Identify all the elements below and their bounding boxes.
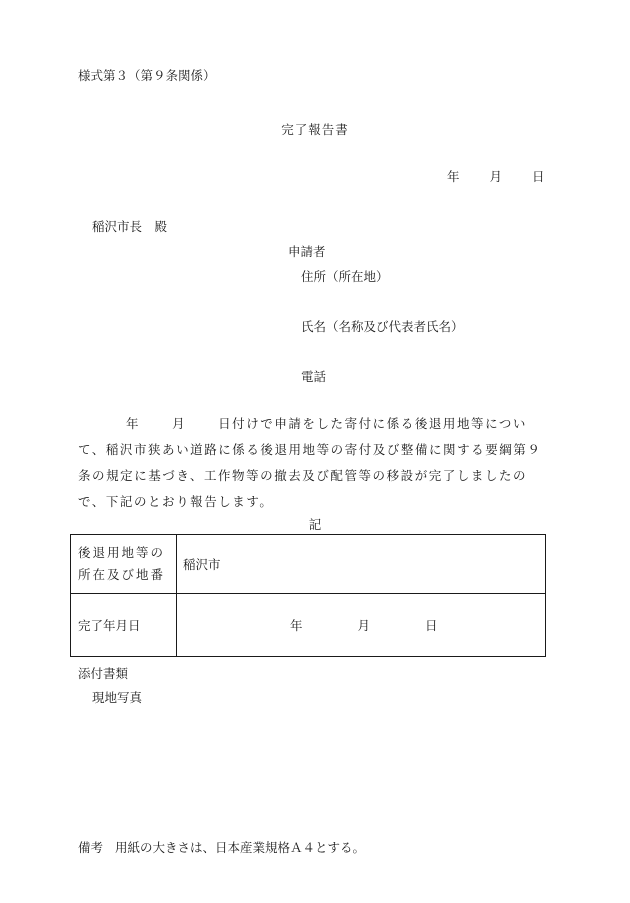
body-paragraph xyxy=(78,411,550,515)
address-label: 住所（所在地） xyxy=(301,269,389,284)
body-year: 年 xyxy=(126,416,141,431)
applicant-label: 申請者 xyxy=(288,244,326,259)
date-month: 月 xyxy=(489,169,503,184)
remarks xyxy=(78,838,365,856)
record-mark: 記 xyxy=(308,517,322,532)
detail-table xyxy=(70,534,546,657)
remarks-label: 備考 xyxy=(78,840,104,855)
completion-date-label: 完了年月日 xyxy=(71,594,177,657)
remarks-text: 用紙の大きさは、日本産業規格Ａ４とする。 xyxy=(115,840,366,855)
attachment-item: 現地写真 xyxy=(92,690,143,705)
form-number: 様式第３（第９条関係） xyxy=(78,68,216,83)
completion-year: 年 xyxy=(290,618,303,633)
addressee: 稲沢市長 殿 xyxy=(92,219,168,234)
location-label: 後退用地等の所在及び地番 xyxy=(71,535,177,594)
table-row-completion-date xyxy=(71,594,546,657)
location-value: 稲沢市 xyxy=(177,535,546,594)
date-day: 日 xyxy=(532,169,545,184)
completion-month: 月 xyxy=(357,618,371,633)
body-text: 日付けで申請をした寄付に係る後退用地等について、稲沢市狭あい道路に係る後退用地等の寄付及び整備に関する要綱第９条の規定に基づき、工作物等の撤去及び配管等の移設が完了しましたので、下記のとおり報告します。 xyxy=(78,416,542,509)
completion-day: 日 xyxy=(425,618,438,633)
body-month: 月 xyxy=(172,416,187,431)
phone-label: 電話 xyxy=(301,369,327,384)
table-row-location xyxy=(71,535,546,594)
attachments-label: 添付書類 xyxy=(78,666,129,681)
completion-date-value xyxy=(177,594,546,657)
name-label: 氏名（名称及び代表者氏名） xyxy=(301,319,464,334)
date-year: 年 xyxy=(447,169,460,184)
document-title: 完了報告書 xyxy=(281,122,349,137)
report-date xyxy=(447,167,545,185)
